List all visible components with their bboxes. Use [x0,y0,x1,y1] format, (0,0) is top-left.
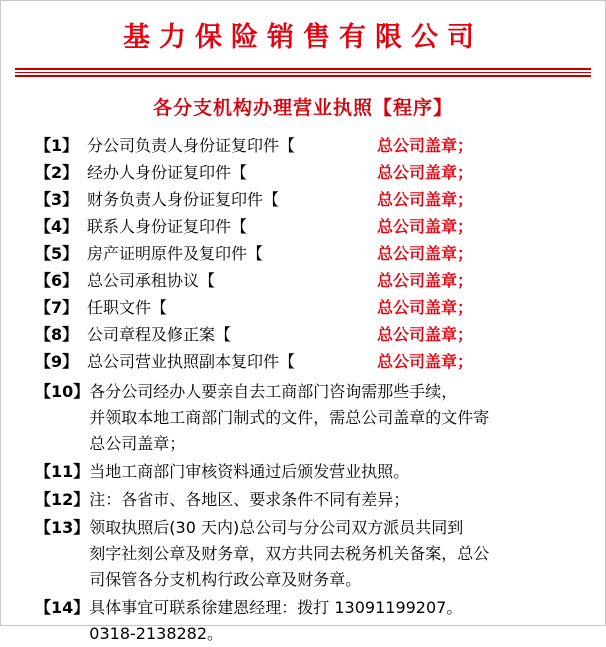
document-title: 各分支机构办理营业执照【程序】 [152,97,453,119]
list-item [35,513,595,593]
list-item-number: 【7】 [35,298,79,317]
list-item-stamp-note: 总公司盖章； [377,190,474,209]
list-item-text: 公司章程及修正案【 [87,325,232,344]
paragraph-line: 0318-2138282。 [89,624,224,643]
list-item-number: 【12】 [35,490,90,509]
list-item [35,485,595,513]
list-item-body [89,459,595,485]
list-item-stamp-note: 总公司盖章； [377,217,474,236]
list-item-body [87,132,595,159]
list-item [35,294,595,321]
list-item-stamp-note: 总公司盖章； [377,136,474,155]
list-item [35,132,595,159]
list-item-body [87,348,595,375]
list-item-text: 财务负责人身份证复印件【 [87,190,280,209]
list-item-text: 分公司负责人身份证复印件【 [87,136,296,155]
list-item-body [89,379,595,457]
list-item-number: 【5】 [35,244,79,263]
list-item [35,213,595,240]
list-item-stamp-note: 总公司盖章； [377,325,474,344]
divider-line-bottom [15,75,591,77]
paragraph-line: 具体事宜可联系徐建恩经理：拨打 13091199207。 [89,598,463,617]
list-item-body [87,267,595,294]
company-title: 基力保险销售有限公司 [123,22,483,53]
list-item-number: 【1】 [35,136,79,155]
list-item [35,267,595,294]
paragraph-line: 注：各省市、各地区、要求条件不同有差异； [89,490,410,509]
paragraph-line: 司保管各分支机构行政公章及财务章。 [89,570,362,589]
divider-line-middle [15,72,591,73]
paragraph-line: 总公司盖章； [89,434,186,453]
list-item-text: 经办人身份证复印件【 [87,163,248,182]
list-item-text: 总公司承租协议【 [87,271,216,290]
list-item-body [87,159,595,186]
list-item [35,457,595,485]
list-item [35,186,595,213]
list-item-number: 【9】 [35,352,79,371]
list-item-body [89,515,595,593]
paragraph-line: 并领取本地工商部门制式的文件，需总公司盖章的文件寄 [89,408,490,427]
list-item-text: 联系人身份证复印件【 [87,217,248,236]
list-item-number: 【6】 [35,271,79,290]
list-item-number: 【3】 [35,190,79,209]
list-item-stamp-note: 总公司盖章； [377,352,474,371]
list-item-body [89,487,595,513]
paragraph-line: 领取执照后(30 天内)总公司与分公司双方派员共同到 [89,518,464,537]
list-item-body [89,595,595,647]
divider-line-top [15,68,591,70]
list-item-number: 【13】 [35,518,90,537]
list-item-number: 【14】 [35,598,90,617]
list-item [35,321,595,348]
list-item-stamp-note: 总公司盖章； [377,298,474,317]
list-item [35,379,595,457]
list-item-stamp-note: 总公司盖章； [377,244,474,263]
paragraph-line: 刻字社刻公章及财务章，双方共同去税务机关备案，总公 [89,544,490,563]
list-item-number: 【11】 [35,462,90,481]
list-item-number: 【10】 [35,382,90,401]
paragraph-line: 当地工商部门审核资料通过后颁发营业执照。 [89,462,410,481]
list-item-number: 【2】 [35,163,79,182]
procedure-list [1,132,605,647]
list-item-number: 【4】 [35,217,79,236]
list-item [35,240,595,267]
list-item-text: 房产证明原件及复印件【 [87,244,264,263]
list-item-text: 任职文件【 [87,298,168,317]
list-item-stamp-note: 总公司盖章； [377,163,474,182]
list-item-body [87,186,595,213]
paragraph-line: 各分公司经办人要亲自去工商部门咨询需那些手续， [89,382,458,401]
list-item-body [87,294,595,321]
list-item-body [87,321,595,348]
list-item [35,159,595,186]
list-item-text: 总公司营业执照副本复印件【 [87,352,296,371]
list-item [35,593,595,647]
list-item [35,348,595,375]
list-item-body [87,213,595,240]
list-item-number: 【8】 [35,325,79,344]
list-item-body [87,240,595,267]
list-item-stamp-note: 总公司盖章； [377,271,474,290]
decorative-divider [15,68,591,77]
